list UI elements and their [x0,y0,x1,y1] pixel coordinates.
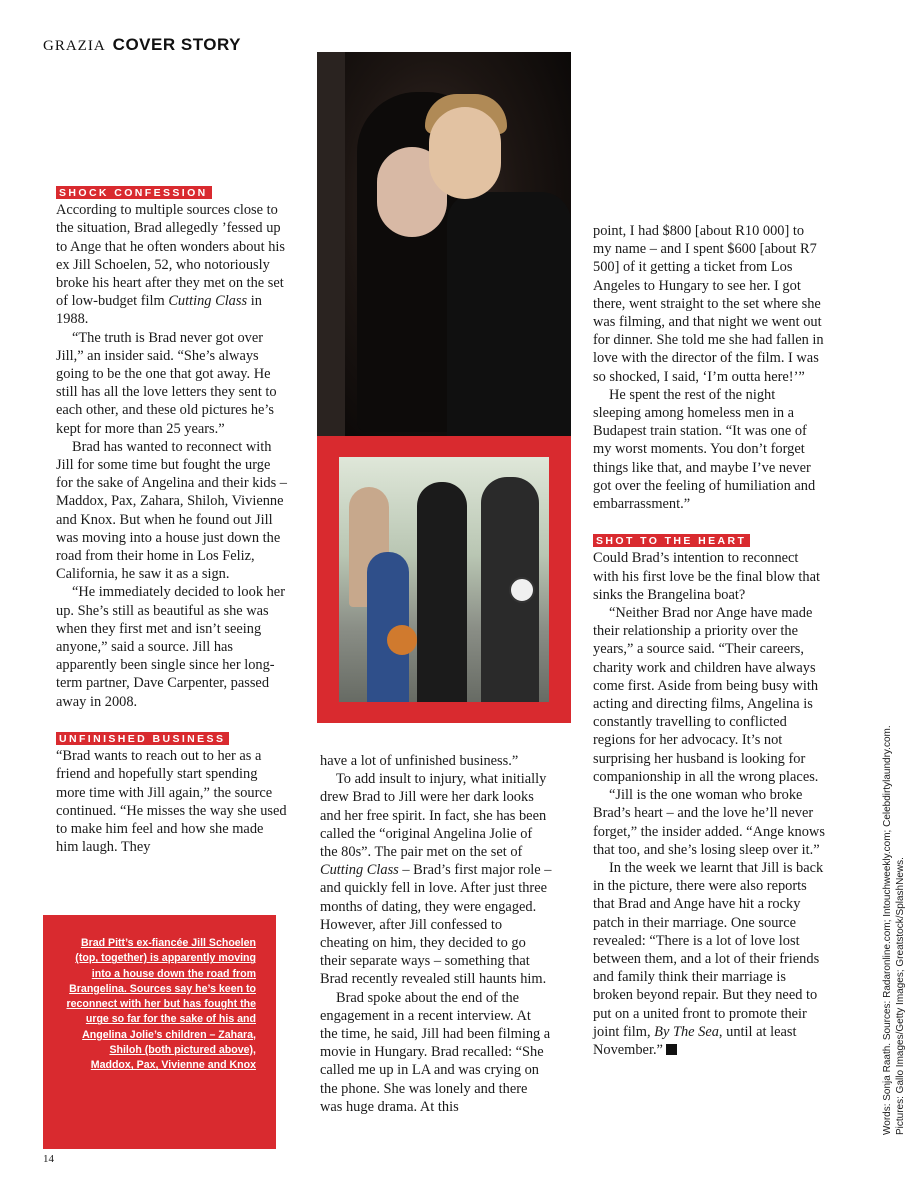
film-title: Cutting Class [320,862,399,879]
paragraph: have a lot of unfinished business.” [320,753,519,769]
credits-line-pictures: Pictures: Gallo Images/Getty Images; Greatstock/SplashNews. [894,857,906,1135]
credits [882,725,907,1135]
paragraph: “Brad wants to reach out to her as a friend and hopefully start spending more time with Jill again,” the source continued. “He misses the way she used to make him feel and how she made him laugh. They [56,748,287,856]
photo-brad-and-jill [317,52,571,436]
paragraph: “Neither Brad nor Ange have made their relationship a priority over the years,” a source said. “Their careers, charity work and children have always come first. Aside from being busy with acting and directing films, Angelina is constantly travelling to conflicted regions for her advocacy. It’s not surprising her husband is looking for companionship in all the wrong places. [593,605,819,785]
magazine-brand: GRAZIA [43,38,106,54]
article-column-2 [320,752,552,1116]
end-mark-icon [666,1044,677,1055]
paragraph: To add insult to injury, what initially drew Brad to Jill were her dark looks and her free spirit. In fact, she has been called the “original Angelina Jolie of the 80s”. The pair met on the set of Cutting Class – Brad’s first major role – and quickly fell in love. After just three months of dating, they were engaged. However, after Jill confessed to cheating on him, they decided to go their separate ways – something that Brad recently revealed still haunts him. [320,771,552,988]
page-number: 14 [43,1153,54,1165]
paragraph: point, I had $800 [about R10 000] to my name – and I spent $600 [about R7 500] of it getting a ticket from Los Angeles to Hungary to see her. I got there, went straight to the set where she was filming, and that night we went out for dinner. She told me she had fallen in love with the director of the film. I was so shocked, I said, ‘I’m outta here!’” [593,223,824,385]
paragraph: Brad spoke about the end of the engagement in a recent interview. At the time, he said, Jill had been filming a movie in Hungary. Brad recalled: “She called me up in LA and was crying on the phone. She was lonely and there was huge drama. At this [320,989,551,1115]
paragraph: Could Brad’s intention to reconnect with his first love be the final blow that sinks the Brangelina boat? [593,550,821,603]
paragraph: “Jill is the one woman who broke Brad’s heart – and the love he’ll never forget,” the insider added. “Ange knows that too, and she’s losing sleep over it.” [593,787,825,858]
photo-caption: Brad Pitt’s ex-fiancée Jill Schoelen (top, together) is apparently moving into a house down the road from Brangelina. Sources say he’s keen to reconnect with her but has fought the urge so far for the sake of his and Angelina Jolie’s children – Zahara, Shiloh (both pictured above), Maddox, Pax, Vivienne and Knox [66,937,256,1072]
article-column-3 [593,222,826,1059]
film-title: Cutting Class [168,293,248,310]
paragraph: “He immediately decided to look her up. She’s still as beautiful as she was when they first met and isn’t seeing anyone,” said a source. Jill has apparently been single since her long-term partner, Dave Carpenter, passed away in 2008. [56,584,285,710]
photo-family-outing [339,457,549,702]
kicker-shock-confession: SHOCK CONFESSION [56,186,212,199]
kicker-unfinished-business: UNFINISHED BUSINESS [56,732,229,745]
article-column-1 [56,183,289,856]
paragraph: He spent the rest of the night sleeping among homeless men in a Budapest train station. “It was one of my worst moments. You don’t forget things like that, and maybe I’ve never got over the feeling of humiliation and embarrassment.” [593,386,816,513]
paragraph: Brad has wanted to reconnect with Jill for some time but fought the urge for the sake of Angelina and their kids – Maddox, Pax, Zahara, Shiloh, Vivienne and Knox. But when he found out Jill was moving into a house just down the road from their home in Los Feliz, California, he saw it as a sign. [56,438,287,583]
kicker-shot-to-the-heart: SHOT TO THE HEART [593,534,750,547]
section-title: COVER STORY [112,35,241,54]
page-header [43,35,241,59]
paragraph: “The truth is Brad never got over Jill,” an insider said. “She’s always going to be the one that got away. He still has all the love letters they sent to each other, and these old pictures he’s kept for more than 25 years.” [56,329,277,437]
paragraph: According to multiple sources close to the situation, Brad allegedly ’fessed up to Ange that he often wonders about his ex Jill Schoelen, 52, who notoriously broke his heart after they met on the set of low-budget film Cutting Class in 1988. [56,202,286,328]
caption-box [43,915,276,1149]
paragraph: In the week we learnt that Jill is back in the picture, there were also reports that Brad and Ange have hit a rocky patch in their marriage. One source revealed: “There is a lot of love lost between them, and a lot of their friends and family think their marriage is broken beyond repair. But they need to put on a united front to promote their joint film, By The Sea, until at least November.” [593,859,824,1058]
credits-line-words: Words: Sonja Raath. Sources: Radaronline.com; Intouchweekly.com; Celebdirtylaundry.com. [882,725,893,1135]
film-title: By The Sea [654,1023,719,1040]
